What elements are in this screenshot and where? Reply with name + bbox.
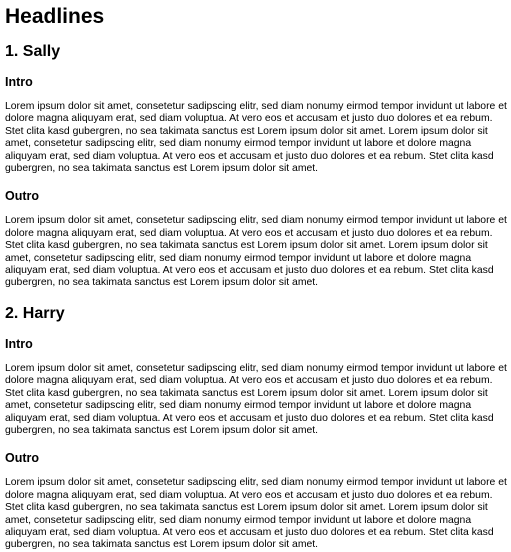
- paragraph: Lorem ipsum dolor sit amet, consetetur sadipscing elitr, sed diam nonumy eirmod tempor invidunt ut labore et dolore magna aliquyam erat, sed diam voluptua. At vero eos et accusam et justo duo dolores et ea rebum. Stet clita kasd gubergren, no sea takimata sanctus est Lorem ipsum dolor sit amet. Lorem ipsum dolor sit amet, consetetur sadipscing elitr, sed diam nonumy eirmod tempor invidunt ut labore et dolore magna aliquyam erat, sed diam voluptua. At vero eos et accusam et justo duo dolores et ea rebum. Stet clita kasd gubergren, no sea takimata sanctus est Lorem ipsum dolor sit amet.: [5, 477, 507, 551]
- subsection-heading: Outro: [5, 189, 40, 204]
- section-harry: [5, 304, 507, 552]
- subsection-heading: Intro: [5, 75, 33, 89]
- paragraph: Lorem ipsum dolor sit amet, consetetur sadipscing elitr, sed diam nonumy eirmod tempor invidunt ut labore et dolore magna aliquyam erat, sed diam voluptua. At vero eos et accusam et justo duo dolores et ea rebum. Stet clita kasd gubergren, no sea takimata sanctus est Lorem ipsum dolor sit amet. Lorem ipsum dolor sit amet, consetetur sadipscing elitr, sed diam nonumy eirmod tempor invidunt ut labore et dolore magna aliquyam erat, sed diam voluptua. At vero eos et accusam et justo duo dolores et ea rebum. Stet clita kasd gubergren, no sea takimata sanctus est Lorem ipsum dolor sit amet.: [5, 215, 507, 289]
- section-heading: 2. Harry: [5, 304, 65, 322]
- subsection-heading: Outro: [5, 451, 40, 466]
- subsection-heading: Intro: [5, 336, 33, 351]
- page-title: Headlines: [5, 5, 105, 28]
- paragraph: Lorem ipsum dolor sit amet, consetetur sadipscing elitr, sed diam nonumy eirmod tempor invidunt ut labore et dolore magna aliquyam erat, sed diam voluptua. At vero eos et accusam et justo duo dolores et ea rebum. Stet clita kasd gubergren, no sea takimata sanctus est Lorem ipsum dolor sit amet. Lorem ipsum dolor sit amet, consetetur sadipscing elitr, sed diam nonumy eirmod tempor invidunt ut labore et dolore magna aliquyam erat, sed diam voluptua. At vero eos et accusam et justo duo dolores et ea rebum. Stet clita kasd gubergren, no sea takimata sanctus est Lorem ipsum dolor sit amet.: [5, 362, 507, 436]
- section-heading: 1. Sally: [5, 43, 61, 60]
- paragraph: Lorem ipsum dolor sit amet, consetetur sadipscing elitr, sed diam nonumy eirmod tempor invidunt ut labore et dolore magna aliquyam erat, sed diam voluptua. At vero eos et accusam et justo duo dolores et ea rebum. Stet clita kasd gubergren, no sea takimata sanctus est Lorem ipsum dolor sit amet. Lorem ipsum dolor sit amet, consetetur sadipscing elitr, sed diam nonumy eirmod tempor invidunt ut labore et dolore magna aliquyam erat, sed diam voluptua. At vero eos et accusam et justo duo dolores et ea rebum. Stet clita kasd gubergren, no sea takimata sanctus est Lorem ipsum dolor sit amet.: [5, 101, 507, 175]
- document-page: [0, 5, 511, 552]
- section-sally: [5, 42, 507, 290]
